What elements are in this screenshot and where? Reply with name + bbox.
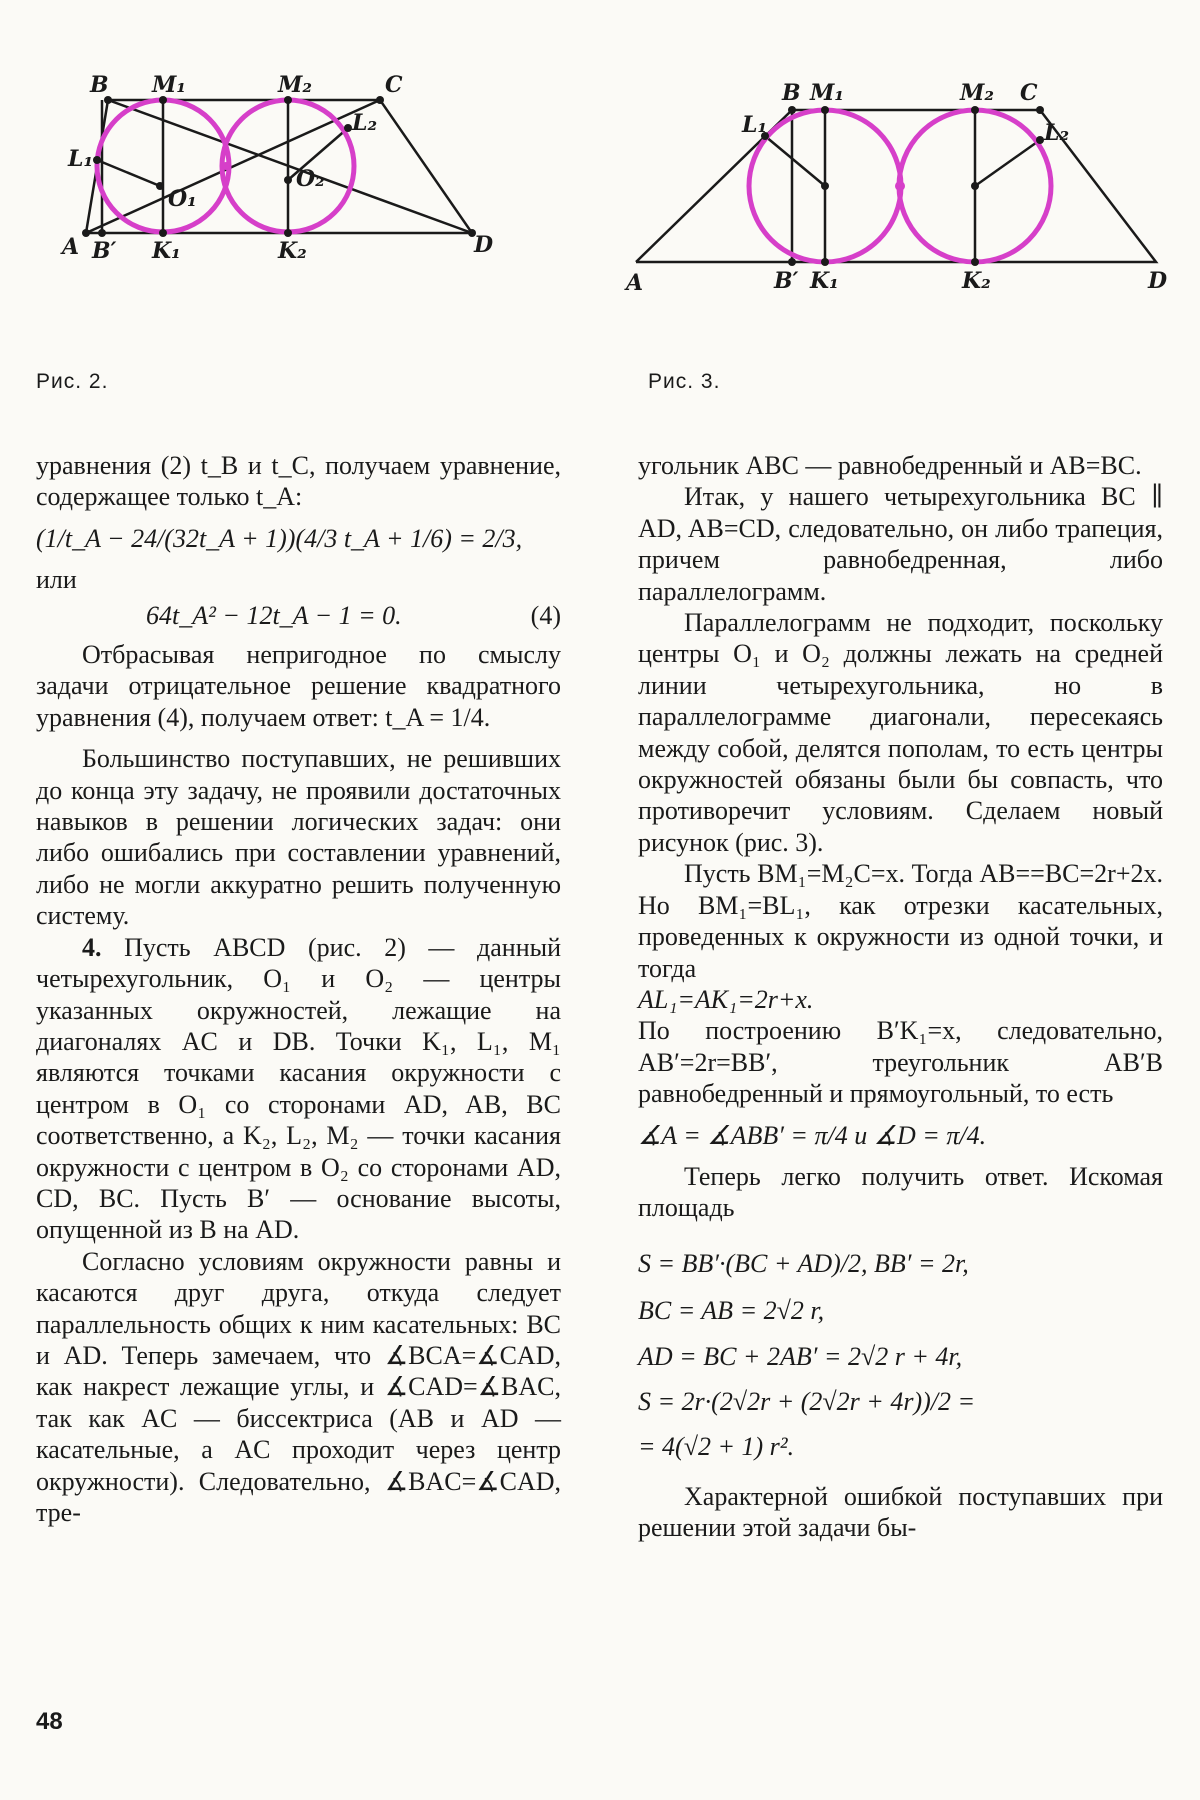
fig2-label-a: A: [62, 234, 80, 260]
equation-4-number: (4): [530, 600, 561, 630]
right-equation-2: ∡A = ∡ABB′ = π/4 и ∡D = π/4.: [638, 1120, 987, 1150]
fig2-label-k2: K₂: [278, 238, 307, 264]
right-paragraph-2: Итак, у нашего четырехугольника BC ∥ AD, AB=CD, следовательно, он либо трапеция, причем равнобедренная, либо параллелограмм.: [638, 482, 1163, 606]
right-column: [638, 450, 1163, 1544]
fig2-label-c: C: [385, 72, 403, 98]
fig3-label-b: B: [782, 80, 801, 106]
fig2-label-o2: O₂: [296, 166, 325, 192]
fig3-label-m1: M₁: [810, 80, 844, 106]
left-paragraph-5: Согласно условиям окружности равны и касаются друг друга, откуда следует параллельность общих к ним касательных: BC и AD. Теперь замечаем, что ∡BCA=∡CAD, как накрест лежащие углы, и ∡CAD=∡BAC, так как AC — биссектриса (AB и AD — касательные, а AC проходит через центр окружности). Следовательно, ∡BAC=∡CAD, тре-: [36, 1246, 561, 1527]
figure-3: [610, 60, 1180, 320]
figure-3-drawing: [610, 60, 1180, 320]
fig3-label-m2: M₂: [960, 80, 994, 106]
fig3-label-l1: L₁: [742, 112, 768, 138]
fig2-label-l2: L₂: [352, 110, 378, 136]
left-equation-4: [36, 600, 561, 631]
fig3-label-a: A: [626, 270, 644, 296]
left-or: или: [36, 565, 77, 595]
fig2-label-d: D: [474, 232, 494, 258]
fig2-label-m2: M₂: [278, 72, 312, 98]
left-equation-big: (1/t_A − 24/(32t_A + 1))(4/3 t_A + 1/6) = 2/3,: [36, 523, 523, 553]
right-paragraph-5: По построению B′K₁=x, следовательно, AB′=2r=BB′, треугольник AB′B равнобедренный и прямоугольный, то есть: [638, 1016, 1163, 1109]
right-equation-3: S = BB′·(BC + AD)/2, BB′ = 2r,: [638, 1248, 969, 1278]
fig2-label-o1: O₁: [168, 186, 197, 212]
page-number: 48: [36, 1708, 63, 1735]
fig2-label-k1: K₁: [152, 238, 181, 264]
fig2-label-l1: L₁: [68, 146, 94, 172]
right-equation-7: = 4(√2 + 1) r².: [638, 1432, 795, 1462]
right-equation-4: BC = AB = 2√2 r,: [638, 1296, 825, 1326]
left-paragraph-2: Отбрасывая непригодное по смыслу задачи отрицательное решение квадратного уравнения (4), получаем ответ: t_A = 1/4.: [36, 640, 561, 732]
equation-4: 64t_A² − 12t_A − 1 = 0.: [146, 600, 402, 630]
left-paragraph-4-text: Пусть ABCD (рис. 2) — данный четырехугольник, O₁ и O₂ — центры указанных окружностей, лежащие на диагоналях AC и DB. Точки K₁, L₁, M₁ являются точками касания окружности с центром в O₁ со сторонами AD, AB, BC соответственно, а K₂, L₂, M₂ — точки касания окружности с центром в O₂ со сторонами AD, CD, BC. Пусть B′ — основание высоты, опущенной из B на AD.: [36, 932, 561, 1245]
right-paragraph-4: Пусть BM₁=M₂C=x. Тогда AB==BC=2r+2x. Но BM₁=BL₁, как отрезки касательных, проведенных к окружности из одной точки, и тогда: [638, 859, 1163, 983]
left-paragraph-4: [36, 932, 561, 1246]
fig3-label-d: D: [1148, 268, 1168, 294]
right-paragraph-3: Параллелограмм не подходит, поскольку центры O₁ и O₂ должны лежать на средней линии четырехугольника, но в параллелограмме диагонали, пересекаясь между собой, делятся пополам, то есть центры окружностей обязаны были бы совпасть, что противоречит условиям. Сделаем новый рисунок (рис. 3).: [638, 608, 1163, 857]
right-paragraph-1: угольник ABC — равнобедренный и AB=BC.: [638, 451, 1142, 480]
fig2-label-b-prime: B′: [92, 238, 117, 264]
fig3-label-k1: K₁: [810, 268, 839, 294]
figure-3-caption: Рис. 3.: [648, 370, 721, 393]
figure-2-drawing: [60, 60, 530, 320]
fig2-label-m1: M₁: [152, 72, 186, 98]
right-equation-6: S = 2r·(2√2r + (2√2r + 4r))/2 =: [638, 1386, 976, 1416]
fig3-label-b-prime: B′: [774, 268, 799, 294]
figure-2: [60, 60, 530, 320]
fig3-label-c: C: [1020, 80, 1038, 106]
right-equation-1: AL₁=AK₁=2r+x.: [638, 984, 814, 1014]
right-paragraph-6: Теперь легко получить ответ. Искомая площадь: [638, 1161, 1163, 1223]
left-column: [36, 450, 561, 1528]
right-equation-5: AD = BC + 2AB′ = 2√2 r + 4r,: [638, 1341, 963, 1371]
left-paragraph-3: Большинство поступавших, не решивших до конца эту задачу, не проявили достаточных навыков в решении логических задач: они либо ошибались при составлении уравнений, либо не могли аккуратно решить полученную систему.: [36, 744, 561, 931]
fig3-label-k2: K₂: [962, 268, 991, 294]
right-paragraph-7: Характерной ошибкой поступавших при решении этой задачи бы-: [638, 1481, 1163, 1543]
left-paragraph-1: уравнения (2) t_B и t_C, получаем уравнение, содержащее только t_A:: [36, 451, 561, 512]
fig2-label-b: B: [90, 72, 109, 98]
fig3-label-l2: L₂: [1044, 120, 1070, 146]
problem-number: 4.: [82, 932, 102, 962]
figure-2-caption: Рис. 2.: [36, 370, 109, 393]
